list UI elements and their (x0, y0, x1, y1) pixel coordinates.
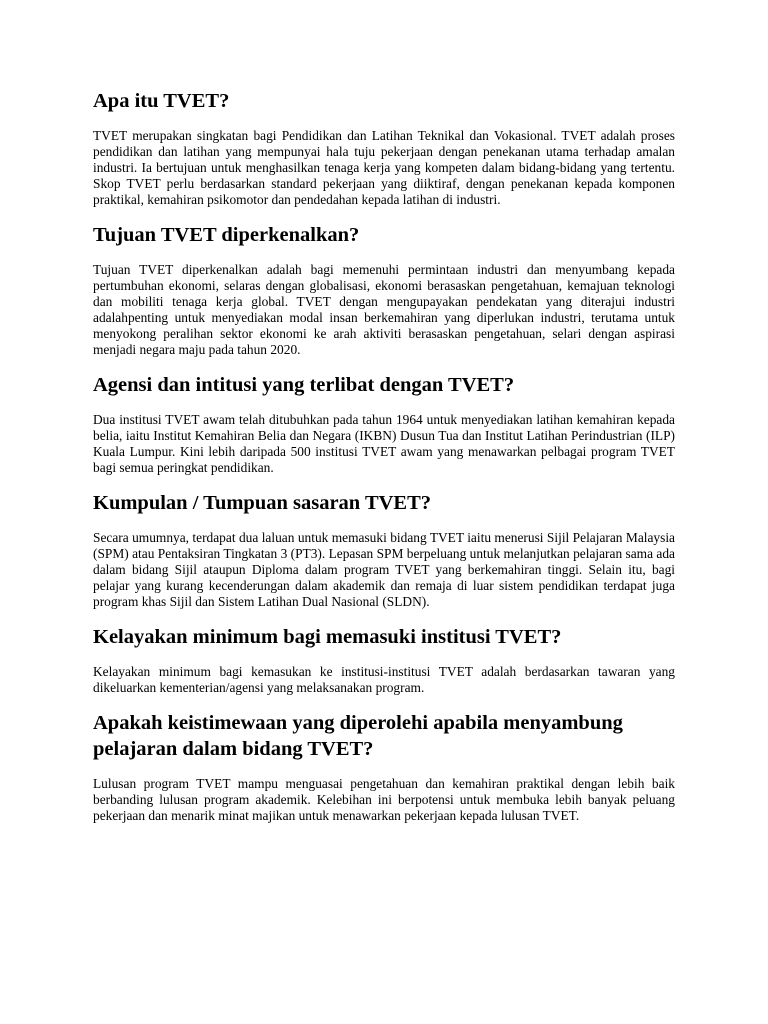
section-agensi-institusi (93, 372, 675, 476)
section-heading: Apa itu TVET? (93, 90, 230, 112)
section-heading: Kelayakan minimum bagi memasuki institusi TVET? (93, 626, 562, 648)
section-keistimewaan (93, 710, 675, 824)
section-body: TVET merupakan singkatan bagi Pendidikan dan Latihan Teknikal dan Vokasional. TVET adalah proses pendidikan dan latihan yang mempunyai hala tuju pekerjaan dengan penekanan utama terhadap amalan industri. Ia bertujuan untuk menghasilkan tenaga kerja yang kompeten dalam bidang-bidang yang tertentu. Skop TVET perlu berdasarkan standard pekerjaan yang diiktiraf, dengan penekanan kepada komponen praktikal, kemahiran psikomotor dan pendedahan kepada latihan di industri. (93, 128, 675, 207)
section-kumpulan-sasaran (93, 490, 675, 610)
section-apa-itu-tvet (93, 88, 675, 208)
section-body: Dua institusi TVET awam telah ditubuhkan pada tahun 1964 untuk menyediakan latihan kemahiran kepada belia, iaitu Institut Kemahiran Belia dan Negara (IKBN) Dusun Tua dan Institut Latihan Perindustrian (ILP) Kuala Lumpur. Kini lebih daripada 500 institusi TVET awam yang menawarkan pelbagai program TVET bagi semua peringkat pendidikan. (93, 412, 675, 475)
section-body: Tujuan TVET diperkenalkan adalah bagi memenuhi permintaan industri dan menyumbang kepada pertumbuhan ekonomi, selaras dengan globalisasi, ekonomi berasaskan pengetahuan, kemajuan teknologi dan mobiliti tenaga kerja global. TVET dengan mengupayakan pendekatan yang diterajui industri adalahpenting untuk menyediakan modal insan berkemahiran yang diperlukan industri, terutama untuk menyokong peralihan sektor ekonomi ke arah aktiviti berasaskan pengetahuan, selari dengan aspirasi menjadi negara maju pada tahun 2020. (93, 262, 675, 357)
section-heading: Tujuan TVET diperkenalkan? (93, 224, 360, 246)
section-heading: Kumpulan / Tumpuan sasaran TVET? (93, 492, 432, 514)
section-kelayakan-minimum (93, 624, 675, 696)
section-tujuan-tvet (93, 222, 675, 358)
section-body: Lulusan program TVET mampu menguasai pengetahuan dan kemahiran praktikal dengan lebih baik berbanding lulusan program akademik. Kelebihan ini berpotensi untuk membuka lebih banyak peluang pekerjaan dan menarik minat majikan untuk menawarkan pekerjaan kepada lulusan TVET. (93, 776, 675, 823)
section-body: Secara umumnya, terdapat dua laluan untuk memasuki bidang TVET iaitu menerusi Sijil Pelajaran Malaysia (SPM) atau Pentaksiran Tingkatan 3 (PT3). Lepasan SPM berpeluang untuk melanjutkan pelajaran sama ada dalam bidang Sijil ataupun Diploma dalam program TVET yang berkemahiran tinggi. Selain itu, bagi pelajar yang kurang kecenderungan dalam akademik dan remaja di luar sistem pendidikan terdapat juga program khas Sijil dan Sistem Latihan Dual Nasional (SLDN). (93, 530, 675, 609)
section-heading: Agensi dan intitusi yang terlibat dengan TVET? (93, 374, 515, 396)
document-page (93, 88, 675, 838)
section-body: Kelayakan minimum bagi kemasukan ke institusi-institusi TVET adalah berdasarkan tawaran yang dikeluarkan kementerian/agensi yang melaksanakan program. (93, 664, 675, 695)
section-heading: Apakah keistimewaan yang diperolehi apabila menyambung pelajaran dalam bidang TVET? (93, 712, 623, 760)
